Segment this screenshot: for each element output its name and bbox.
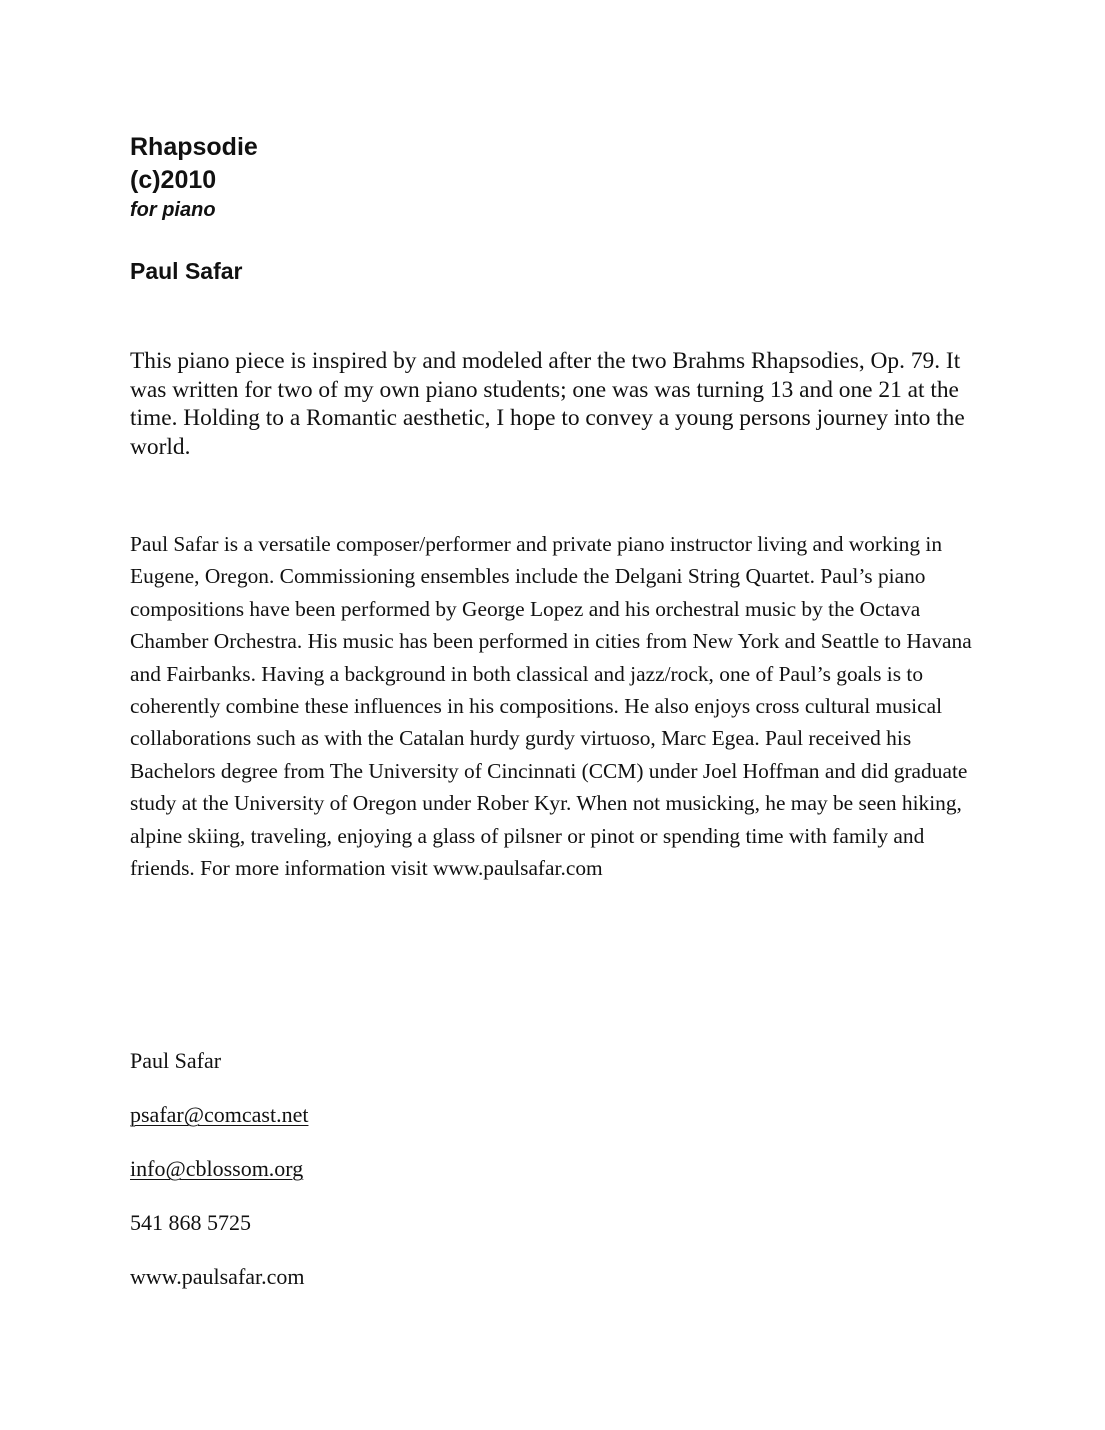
email-link-comcast[interactable]: psafar@comcast.net <box>130 1102 309 1127</box>
title-block <box>130 131 258 223</box>
contact-block <box>130 1046 308 1316</box>
copyright-year: (c)2010 <box>130 166 217 194</box>
email-link-cblossom[interactable]: info@cblossom.org <box>130 1156 304 1181</box>
piece-title: Rhapsodie <box>130 133 258 161</box>
contact-phone: 541 868 5725 <box>130 1210 251 1235</box>
contact-website: www.paulsafar.com <box>130 1264 305 1289</box>
instrumentation: for piano <box>130 199 216 221</box>
contact-name: Paul Safar <box>130 1048 222 1073</box>
composer-biography: Paul Safar is a versatile composer/performer and private piano instructor living and working in Eugene, Oregon. Commissioning ensembles include the Delgani String Quartet. Paul’s piano compositions have been performed by George Lopez and his orchestral music by the Octava Chamber Orchestra. His music has been performed in cities from New York and Seattle to Havana and Fairbanks. Having a background in both classical and jazz/rock, one of Paul’s goals is to coherently combine these influences in his compositions. He also enjoys cross cultural musical collaborations such as with the Catalan hurdy gurdy virtuoso, Marc Egea. Paul received his Bachelors degree from The University of Cincinnati (CCM) under Joel Hoffman and did graduate study at the University of Oregon under Rober Kyr. When not musicking, he may be seen hiking, alpine skiing, traveling, enjoying a glass of pilsner or pinot or spending time with family and friends. For more information visit www.paulsafar.com <box>130 532 972 881</box>
composer-name: Paul Safar <box>130 258 243 284</box>
program-note: This piano piece is inspired by and modeled after the two Brahms Rhapsodies, Op. 79. It was written for two of my own piano students; one was was turning 13 and one 21 at the time. Holding to a Romantic aesthetic, I hope to convey a young persons journey into the world. <box>130 348 965 460</box>
